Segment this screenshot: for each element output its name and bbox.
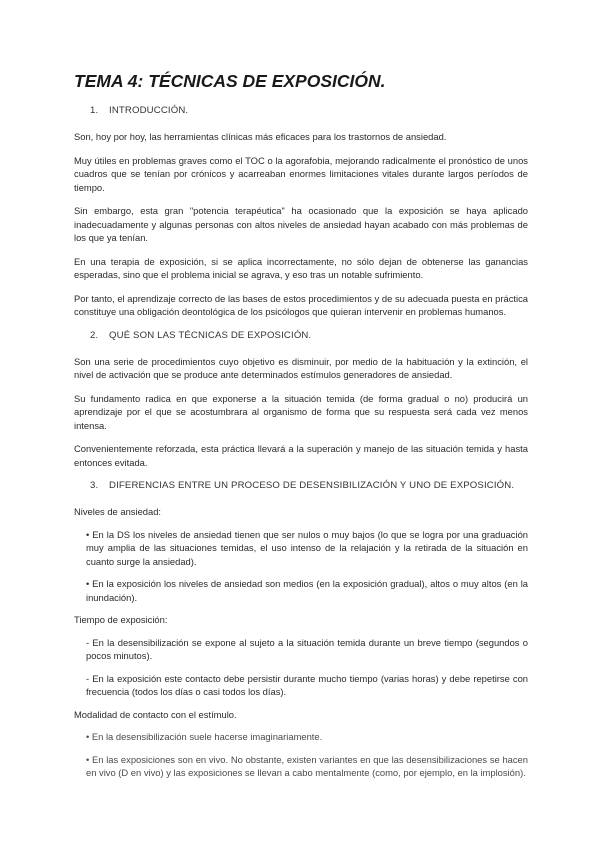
section-title: INTRODUCCIÓN. <box>109 105 189 116</box>
document-title: TEMA 4: TÉCNICAS DE EXPOSICIÓN. <box>74 71 386 91</box>
section-number: 2. <box>90 329 99 341</box>
paragraph: Son, hoy por hoy, las herramientas clínicas más eficaces para los trastornos de ansiedad. <box>74 131 447 142</box>
subsection-label: Modalidad de contacto con el estímulo. <box>74 708 237 720</box>
bullet-item: • En la desensibilización suele hacerse imaginariamente. <box>86 731 323 742</box>
paragraph: Muy útiles en problemas graves como el TOC o la agorafobia, mejorando radicalmente el pronóstico de unos cuadros que se tenían por crónicos y acarreaban enormes limitaciones vitales durante largos períodos de tiempo. <box>74 154 528 193</box>
paragraph: En una terapia de exposición, si se aplica incorrectamente, no sólo dejan de obtenerse las ganancias esperadas, sino que el problema inicial se agrava, y eso tras un notable sufrimiento. <box>74 255 528 280</box>
paragraph: Su fundamento radica en que exponerse a la situación temida (de forma gradual o no) producirá un aprendizaje por el que se acostumbrara al organismo de forma que su respuesta será cada vez menos intensa. <box>74 392 528 431</box>
section-heading-que-son <box>90 329 528 342</box>
paragraph: Por tanto, el aprendizaje correcto de las bases de estos procedimientos y de su adecuada puesta en práctica constituye una obligación deontológica de los psicólogos que quieran intervenir en problemas humanos. <box>74 292 528 317</box>
section-heading-diferencias <box>90 479 528 492</box>
bullet-item: - En la desensibilización se expone al sujeto a la situación temida durante un breve tiempo (segundos o pocos minutos). <box>86 636 528 661</box>
subsection-label: Niveles de ansiedad: <box>74 506 162 517</box>
section-number: 3. <box>90 480 99 491</box>
section-heading-introduccion <box>90 104 528 117</box>
bullet-item: • En la DS los niveles de ansiedad tienen que ser nulos o muy bajos (lo que se logra por una graduación muy amplia de las situaciones temidas, el uso intenso de la relajación y la retirada de la situación en cuanto surge la ansiedad). <box>86 528 528 567</box>
paragraph: Sin embargo, esta gran "potencia terapéutica" ha ocasionado que la exposición se haya aplicado inadecuadamente y algunas personas con altos niveles de ansiedad hayan acabado con más problemas de los que ya tenían. <box>74 205 528 243</box>
subsection-label: Tiempo de exposición: <box>74 614 168 625</box>
bullet-item: • En las exposiciones son en vivo. No obstante, existen variantes en que las desensibilizaciones se hacen en vivo (D en vivo) y las exposiciones se llevan a cabo mentalmente (como, por ejemplo, en la implosión). <box>86 753 528 778</box>
paragraph: Convenientemente reforzada, esta práctica llevará a la superación y manejo de las situación temida y hasta entonces evitada. <box>74 443 528 468</box>
document-body <box>74 70 528 789</box>
bullet-item: - En la exposición este contacto debe persistir durante mucho tiempo (varias horas) y debe repetirse con frecuencia (todos los días o casi todos los días). <box>86 672 528 697</box>
section-title: QUÉ SON LAS TÉCNICAS DE EXPOSICIÓN. <box>109 329 312 341</box>
section-title: DIFERENCIAS ENTRE UN PROCESO DE DESENSIBILIZACIÓN Y UNO DE EXPOSICIÓN. <box>109 480 515 491</box>
paragraph: Son una serie de procedimientos cuyo objetivo es disminuir, por medio de la habituación y la extinción, el nivel de activación que se produce ante determinados estímulos generadores de ansiedad. <box>74 355 528 380</box>
bullet-item: • En la exposición los niveles de ansiedad son medios (en la exposición gradual), altos o muy altos (en la inundación). <box>86 578 528 603</box>
section-number: 1. <box>90 105 99 116</box>
